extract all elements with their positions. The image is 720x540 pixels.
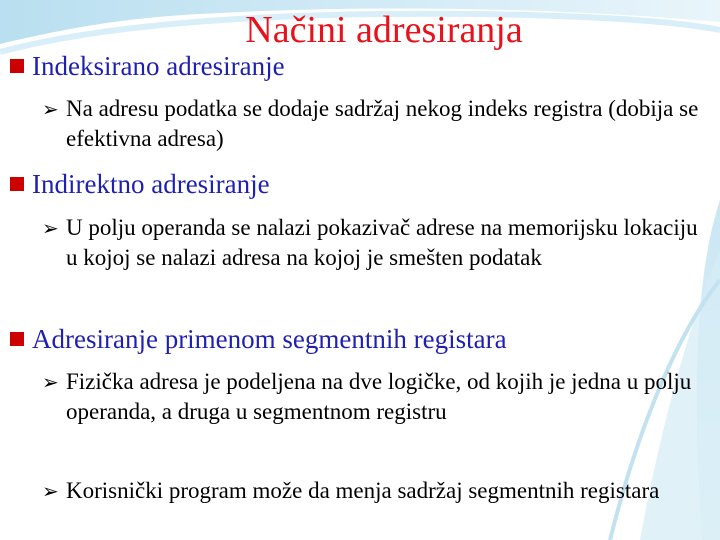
point-text: Korisnički program može da menja sadržaj segmentnih registara [66,478,660,503]
section-heading-indirect [10,168,270,200]
arrow-bullet-icon: ➢ [42,97,59,121]
point-text: U polju operanda se nalazi pokazivač adrese na memorijsku lokaciju u kojoj se nalazi adresa na kojoj je smešten podatak [66,215,698,270]
slide-title: Načini adresiranja [245,9,523,51]
arrow-bullet-icon: ➢ [42,216,59,240]
section-heading-label: Indirektno adresiranje [32,169,270,199]
point-text: Fizička adresa je podeljena na dve logičke, od kojih je jedna u polju operanda, a druga u segmentnom registru [66,369,692,424]
arrow-bullet-icon: ➢ [42,370,59,394]
square-bullet-icon [10,332,24,346]
section-heading-segment [10,323,507,355]
point-segment-2 [42,476,712,506]
point-text: Na adresu podatka se dodaje sadržaj nekog indeks registra (dobija se efektivna adresa) [66,96,699,151]
square-bullet-icon [10,177,24,191]
arrow-bullet-icon: ➢ [42,479,59,503]
section-heading-indexed [10,50,285,82]
point-indirect-1 [42,213,712,273]
section-heading-label: Adresiranje primenom segmentnih registara [32,324,507,354]
point-indexed-1 [42,94,712,154]
section-heading-label: Indeksirano adresiranje [32,51,285,81]
square-bullet-icon [10,59,24,73]
point-segment-1 [42,367,712,427]
